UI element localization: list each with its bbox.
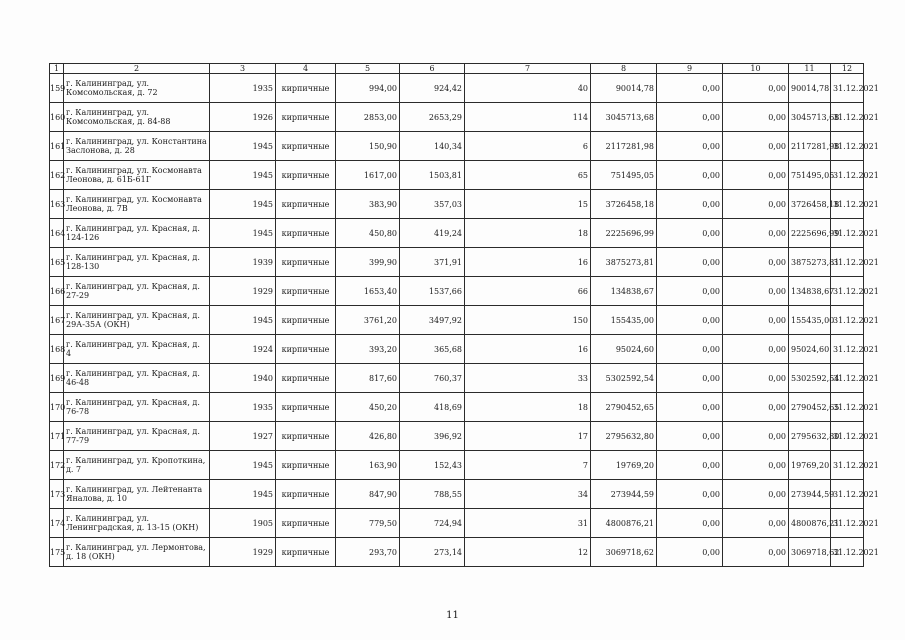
material-cell: кирпичные (276, 161, 336, 190)
col9-cell: 0,00 (657, 74, 723, 103)
area-total-cell: 393,20 (336, 335, 400, 364)
material-cell: кирпичные (276, 335, 336, 364)
address-cell: г. Калининград, ул. Красная, д. 46-48 (64, 364, 210, 393)
table-row (50, 306, 864, 335)
year-cell: 1935 (210, 74, 276, 103)
count-cell: 16 (465, 248, 591, 277)
count-cell: 18 (465, 393, 591, 422)
count-cell: 66 (465, 277, 591, 306)
row-number: 169 (50, 364, 64, 393)
count-cell: 16 (465, 335, 591, 364)
address-cell: г. Калининград, ул. Красная, д. 124-126 (64, 219, 210, 248)
col-header-8: 8 (591, 64, 657, 74)
col-header-6: 6 (400, 64, 465, 74)
area-total-cell: 450,20 (336, 393, 400, 422)
area-living-cell: 1537,66 (400, 277, 465, 306)
date-cell: 31.12.2021 (831, 393, 864, 422)
col-header-2: 2 (64, 64, 210, 74)
material-cell: кирпичные (276, 248, 336, 277)
col10-cell: 0,00 (723, 509, 789, 538)
date-cell: 31.12.2021 (831, 538, 864, 567)
col9-cell: 0,00 (657, 306, 723, 335)
col10-cell: 0,00 (723, 103, 789, 132)
col9-cell: 0,00 (657, 277, 723, 306)
address-cell: г. Калининград, ул. Красная, д. 128-130 (64, 248, 210, 277)
address-cell: г. Калининград, ул. Комсомольская, д. 72 (64, 74, 210, 103)
year-cell: 1945 (210, 161, 276, 190)
material-cell: кирпичные (276, 74, 336, 103)
col-header-9: 9 (657, 64, 723, 74)
row-number: 162 (50, 161, 64, 190)
col11-cell: 273944,59 (789, 480, 831, 509)
row-number: 173 (50, 480, 64, 509)
count-cell: 7 (465, 451, 591, 480)
area-living-cell: 724,94 (400, 509, 465, 538)
col9-cell: 0,00 (657, 538, 723, 567)
table-row (50, 74, 864, 103)
col11-cell: 751495,05 (789, 161, 831, 190)
table-row (50, 480, 864, 509)
col10-cell: 0,00 (723, 364, 789, 393)
cost-total-cell: 2795632,80 (591, 422, 657, 451)
date-cell: 31.12.2021 (831, 422, 864, 451)
address-cell: г. Калининград, ул. Красная, д. 76-78 (64, 393, 210, 422)
area-living-cell: 419,24 (400, 219, 465, 248)
year-cell: 1945 (210, 480, 276, 509)
row-number: 160 (50, 103, 64, 132)
area-living-cell: 3497,92 (400, 306, 465, 335)
year-cell: 1935 (210, 393, 276, 422)
cost-total-cell: 3875273,81 (591, 248, 657, 277)
area-living-cell: 760,37 (400, 364, 465, 393)
table-row (50, 451, 864, 480)
address-cell: г. Калининград, ул. Константина Заслонова, д. 28 (64, 132, 210, 161)
area-total-cell: 399,90 (336, 248, 400, 277)
year-cell: 1929 (210, 538, 276, 567)
area-living-cell: 2653,29 (400, 103, 465, 132)
table-row (50, 509, 864, 538)
address-cell: г. Калининград, ул. Красная, д. 27-29 (64, 277, 210, 306)
area-living-cell: 140,34 (400, 132, 465, 161)
row-number: 164 (50, 219, 64, 248)
col9-cell: 0,00 (657, 219, 723, 248)
col10-cell: 0,00 (723, 248, 789, 277)
table-row (50, 132, 864, 161)
year-cell: 1924 (210, 335, 276, 364)
col9-cell: 0,00 (657, 161, 723, 190)
col9-cell: 0,00 (657, 480, 723, 509)
cost-total-cell: 3045713,68 (591, 103, 657, 132)
col11-cell: 2790452,65 (789, 393, 831, 422)
area-total-cell: 163,90 (336, 451, 400, 480)
col11-cell: 2795632,80 (789, 422, 831, 451)
year-cell: 1945 (210, 219, 276, 248)
col10-cell: 0,00 (723, 219, 789, 248)
date-cell: 31.12.2021 (831, 74, 864, 103)
material-cell: кирпичные (276, 190, 336, 219)
count-cell: 15 (465, 190, 591, 219)
cost-total-cell: 95024,60 (591, 335, 657, 364)
col10-cell: 0,00 (723, 538, 789, 567)
col11-cell: 155435,00 (789, 306, 831, 335)
col-header-5: 5 (336, 64, 400, 74)
material-cell: кирпичные (276, 538, 336, 567)
area-total-cell: 817,60 (336, 364, 400, 393)
area-living-cell: 788,55 (400, 480, 465, 509)
cost-total-cell: 273944,59 (591, 480, 657, 509)
area-living-cell: 371,91 (400, 248, 465, 277)
area-living-cell: 273,14 (400, 538, 465, 567)
material-cell: кирпичные (276, 393, 336, 422)
area-total-cell: 779,50 (336, 509, 400, 538)
count-cell: 33 (465, 364, 591, 393)
table-row (50, 190, 864, 219)
table-row (50, 538, 864, 567)
row-number: 165 (50, 248, 64, 277)
material-cell: кирпичные (276, 364, 336, 393)
address-cell: г. Калининград, ул. Красная, д. 4 (64, 335, 210, 364)
col10-cell: 0,00 (723, 335, 789, 364)
col11-cell: 95024,60 (789, 335, 831, 364)
year-cell: 1945 (210, 132, 276, 161)
material-cell: кирпичные (276, 219, 336, 248)
material-cell: кирпичные (276, 509, 336, 538)
housing-register-table (49, 63, 879, 567)
row-number: 163 (50, 190, 64, 219)
row-number: 172 (50, 451, 64, 480)
table-row (50, 393, 864, 422)
date-cell: 31.12.2021 (831, 132, 864, 161)
cost-total-cell: 2225696,99 (591, 219, 657, 248)
year-cell: 1927 (210, 422, 276, 451)
count-cell: 31 (465, 509, 591, 538)
address-cell: г. Калининград, ул. Ленинградская, д. 13-15 (ОКН) (64, 509, 210, 538)
address-cell: г. Калининград, ул. Лермонтова, д. 18 (ОКН) (64, 538, 210, 567)
area-total-cell: 994,00 (336, 74, 400, 103)
date-cell: 31.12.2021 (831, 480, 864, 509)
cost-total-cell: 134838,67 (591, 277, 657, 306)
count-cell: 65 (465, 161, 591, 190)
col9-cell: 0,00 (657, 422, 723, 451)
row-number: 161 (50, 132, 64, 161)
year-cell: 1945 (210, 306, 276, 335)
col9-cell: 0,00 (657, 509, 723, 538)
count-cell: 40 (465, 74, 591, 103)
page-number: 11 (446, 610, 459, 621)
address-cell: г. Калининград, ул. Кропоткина, д. 7 (64, 451, 210, 480)
col11-cell: 3069718,62 (789, 538, 831, 567)
col10-cell: 0,00 (723, 74, 789, 103)
area-total-cell: 1617,00 (336, 161, 400, 190)
year-cell: 1945 (210, 190, 276, 219)
area-total-cell: 1653,40 (336, 277, 400, 306)
cost-total-cell: 19769,20 (591, 451, 657, 480)
count-cell: 17 (465, 422, 591, 451)
table-row (50, 219, 864, 248)
cost-total-cell: 2790452,65 (591, 393, 657, 422)
col10-cell: 0,00 (723, 277, 789, 306)
col-header-11: 11 (789, 64, 831, 74)
year-cell: 1945 (210, 451, 276, 480)
address-cell: г. Калининград, ул. Комсомольская, д. 84-88 (64, 103, 210, 132)
area-living-cell: 396,92 (400, 422, 465, 451)
cost-total-cell: 2117281,98 (591, 132, 657, 161)
col11-cell: 90014,78 (789, 74, 831, 103)
col9-cell: 0,00 (657, 393, 723, 422)
col-header-1: 1 (50, 64, 64, 74)
material-cell: кирпичные (276, 422, 336, 451)
cost-total-cell: 155435,00 (591, 306, 657, 335)
date-cell: 31.12.2021 (831, 277, 864, 306)
address-cell: г. Калининград, ул. Красная, д. 29А-35А (ОКН) (64, 306, 210, 335)
table-row (50, 248, 864, 277)
col9-cell: 0,00 (657, 248, 723, 277)
table-row (50, 364, 864, 393)
year-cell: 1940 (210, 364, 276, 393)
col11-cell: 19769,20 (789, 451, 831, 480)
area-total-cell: 450,80 (336, 219, 400, 248)
date-cell: 31.12.2021 (831, 103, 864, 132)
date-cell: 31.12.2021 (831, 161, 864, 190)
col11-cell: 2117281,98 (789, 132, 831, 161)
col9-cell: 0,00 (657, 103, 723, 132)
address-cell: г. Калининград, ул. Лейтенанта Яналова, д. 10 (64, 480, 210, 509)
row-number: 170 (50, 393, 64, 422)
col-header-7: 7 (465, 64, 591, 74)
col10-cell: 0,00 (723, 422, 789, 451)
count-cell: 18 (465, 219, 591, 248)
year-cell: 1929 (210, 277, 276, 306)
cost-total-cell: 3069718,62 (591, 538, 657, 567)
area-living-cell: 418,69 (400, 393, 465, 422)
year-cell: 1939 (210, 248, 276, 277)
date-cell: 31.12.2021 (831, 509, 864, 538)
material-cell: кирпичные (276, 277, 336, 306)
date-cell: 31.12.2021 (831, 248, 864, 277)
col-header-12: 12 (831, 64, 864, 74)
address-cell: г. Калининград, ул. Космонавта Леонова, д. 61Б-61Г (64, 161, 210, 190)
col11-cell: 5302592,54 (789, 364, 831, 393)
row-number: 171 (50, 422, 64, 451)
table-row (50, 422, 864, 451)
row-number: 166 (50, 277, 64, 306)
area-total-cell: 293,70 (336, 538, 400, 567)
count-cell: 6 (465, 132, 591, 161)
area-living-cell: 924,42 (400, 74, 465, 103)
material-cell: кирпичные (276, 132, 336, 161)
area-total-cell: 847,90 (336, 480, 400, 509)
date-cell: 31.12.2021 (831, 306, 864, 335)
col11-cell: 3726458,18 (789, 190, 831, 219)
area-total-cell: 383,90 (336, 190, 400, 219)
table-row (50, 277, 864, 306)
address-cell: г. Калининград, ул. Космонавта Леонова, д. 7В (64, 190, 210, 219)
year-cell: 1905 (210, 509, 276, 538)
col10-cell: 0,00 (723, 306, 789, 335)
col9-cell: 0,00 (657, 190, 723, 219)
material-cell: кирпичные (276, 480, 336, 509)
col11-cell: 4800876,21 (789, 509, 831, 538)
col11-cell: 3045713,68 (789, 103, 831, 132)
material-cell: кирпичные (276, 306, 336, 335)
table-row (50, 103, 864, 132)
col-header-3: 3 (210, 64, 276, 74)
row-number: 175 (50, 538, 64, 567)
date-cell: 31.12.2021 (831, 190, 864, 219)
area-total-cell: 426,80 (336, 422, 400, 451)
count-cell: 114 (465, 103, 591, 132)
area-living-cell: 152,43 (400, 451, 465, 480)
col-header-4: 4 (276, 64, 336, 74)
date-cell: 31.12.2021 (831, 451, 864, 480)
area-total-cell: 3761,20 (336, 306, 400, 335)
material-cell: кирпичные (276, 103, 336, 132)
col10-cell: 0,00 (723, 132, 789, 161)
table-header-row (50, 64, 864, 74)
cost-total-cell: 4800876,21 (591, 509, 657, 538)
col11-cell: 134838,67 (789, 277, 831, 306)
row-number: 167 (50, 306, 64, 335)
material-cell: кирпичные (276, 451, 336, 480)
col11-cell: 2225696,99 (789, 219, 831, 248)
cost-total-cell: 3726458,18 (591, 190, 657, 219)
date-cell: 31.12.2021 (831, 219, 864, 248)
year-cell: 1926 (210, 103, 276, 132)
row-number: 168 (50, 335, 64, 364)
col10-cell: 0,00 (723, 190, 789, 219)
col11-cell: 3875273,81 (789, 248, 831, 277)
table-row (50, 161, 864, 190)
col9-cell: 0,00 (657, 335, 723, 364)
col10-cell: 0,00 (723, 161, 789, 190)
col10-cell: 0,00 (723, 451, 789, 480)
count-cell: 34 (465, 480, 591, 509)
col-header-10: 10 (723, 64, 789, 74)
col9-cell: 0,00 (657, 364, 723, 393)
area-living-cell: 365,68 (400, 335, 465, 364)
date-cell: 31.12.2021 (831, 364, 864, 393)
row-number: 159 (50, 74, 64, 103)
address-cell: г. Калининград, ул. Красная, д. 77-79 (64, 422, 210, 451)
row-number: 174 (50, 509, 64, 538)
count-cell: 150 (465, 306, 591, 335)
area-total-cell: 150,90 (336, 132, 400, 161)
cost-total-cell: 5302592,54 (591, 364, 657, 393)
cost-total-cell: 751495,05 (591, 161, 657, 190)
area-living-cell: 357,03 (400, 190, 465, 219)
col9-cell: 0,00 (657, 451, 723, 480)
table-row (50, 335, 864, 364)
area-total-cell: 2853,00 (336, 103, 400, 132)
date-cell: 31.12.2021 (831, 335, 864, 364)
col10-cell: 0,00 (723, 480, 789, 509)
count-cell: 12 (465, 538, 591, 567)
col9-cell: 0,00 (657, 132, 723, 161)
col10-cell: 0,00 (723, 393, 789, 422)
cost-total-cell: 90014,78 (591, 74, 657, 103)
area-living-cell: 1503,81 (400, 161, 465, 190)
